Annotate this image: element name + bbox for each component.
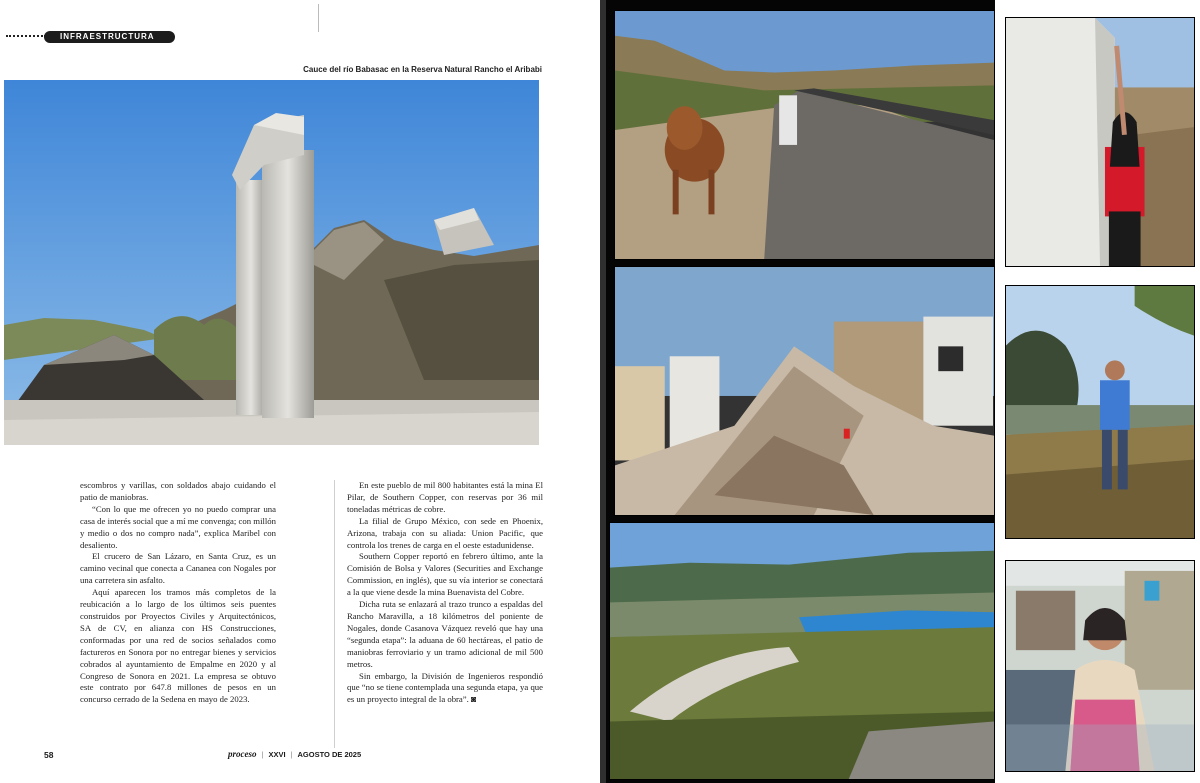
- column-divider: [334, 480, 335, 748]
- section-dotted-rule: [6, 35, 46, 37]
- magazine-brand: proceso: [228, 749, 257, 759]
- paragraph: “Con lo que me ofrecen yo no puedo comprar una casa de interés social que a mí me convenga; con millón y medio o dos no compro nada”, explica Maribel con desaliento.: [80, 503, 276, 550]
- paragraph: escombros y varillas, con soldados abajo cuidando el patio de maniobras.: [80, 480, 276, 502]
- page-number: 58: [44, 750, 54, 760]
- issue-date: AGOSTO DE 2025: [297, 749, 362, 759]
- photo-woman-pointing: [1005, 17, 1195, 267]
- right-page-photo-collage: [606, 0, 1200, 783]
- article-column-1: [80, 480, 276, 706]
- footer-separator: |: [290, 749, 293, 759]
- paragraph: Aquí aparecen los tramos más completos de la reubicación a lo largo de los últimos seis puentes construidos por Proyectos Civiles y Arquitectónicos, SA de CV, en alianza con HS Construcciones, conformadas por una red de socios señalados como factureros en Sonora por no entregar bienes y servicios cobrados al ayuntamiento de Empalme en 2020 y al Congreso de Sonora en 2021. La empresa se obtuvo este contrato por 647.8 millones de pesos en un concurso cerrado de la Sedena en mayo de 2023.: [80, 587, 276, 705]
- paragraph: El crucero de San Lázaro, en Santa Cruz, es un camino vecinal que conecta a Cananea con Nogales por una carretera sin asfalto.: [80, 551, 276, 586]
- top-rule: [318, 4, 319, 32]
- paragraph: En este pueblo de mil 800 habitantes está la mina El Pilar, de Southern Copper, con reservas por 36 mil toneladas métricas de cobre.: [347, 480, 543, 514]
- photo-valley-reservoir: [609, 522, 995, 780]
- paragraph: Southern Copper reportó en febrero último, ante la Comisión de Bolsa y Valores (Securities and Exchange Commission, en inglés), que su vía interior se conectará a la que viene desde la mina Buenavista del Cobre.: [347, 551, 543, 598]
- page-footer: [0, 749, 600, 763]
- issue-number: XXVI: [268, 749, 286, 759]
- paragraph: Dicha ruta se enlazará al trazo trunco a espaldas del Rancho Maravilla, a 18 kilómetros del poniente de Nogales, donde Casanova Vázquez reveló que hay una “segunda etapa”: la aduana de 60 hectáreas, el patio de maniobras ferroviario y un tramo adicional de mil 500 metros.: [347, 599, 543, 669]
- photo-caption: Cauce del río Babasac en la Reserva Natural Rancho el Aribabi: [303, 65, 542, 74]
- section-tag: INFRAESTRUCTURA: [44, 31, 175, 43]
- footer-publication: [228, 749, 361, 759]
- article-column-2: [347, 480, 543, 706]
- photo-man-blue-shirt: [1005, 285, 1195, 539]
- photo-woman-shop: [1005, 560, 1195, 772]
- photo-demolished-building: [614, 266, 995, 516]
- paragraph: Sin embargo, la División de Ingenieros respondió que “no se tiene contemplada una segunda etapa, ya que es un proyecto integral de la obra”. ◙: [347, 670, 543, 705]
- paragraph: La filial de Grupo México, con sede en Phoenix, Arizona, trabaja con su aliada: Union Pacific, que controla los trenes de carga en el oeste estadunidense.: [347, 515, 543, 550]
- main-photo-bridge-pillars: [4, 80, 539, 445]
- footer-separator: |: [261, 749, 264, 759]
- photo-cow-railway: [614, 10, 995, 260]
